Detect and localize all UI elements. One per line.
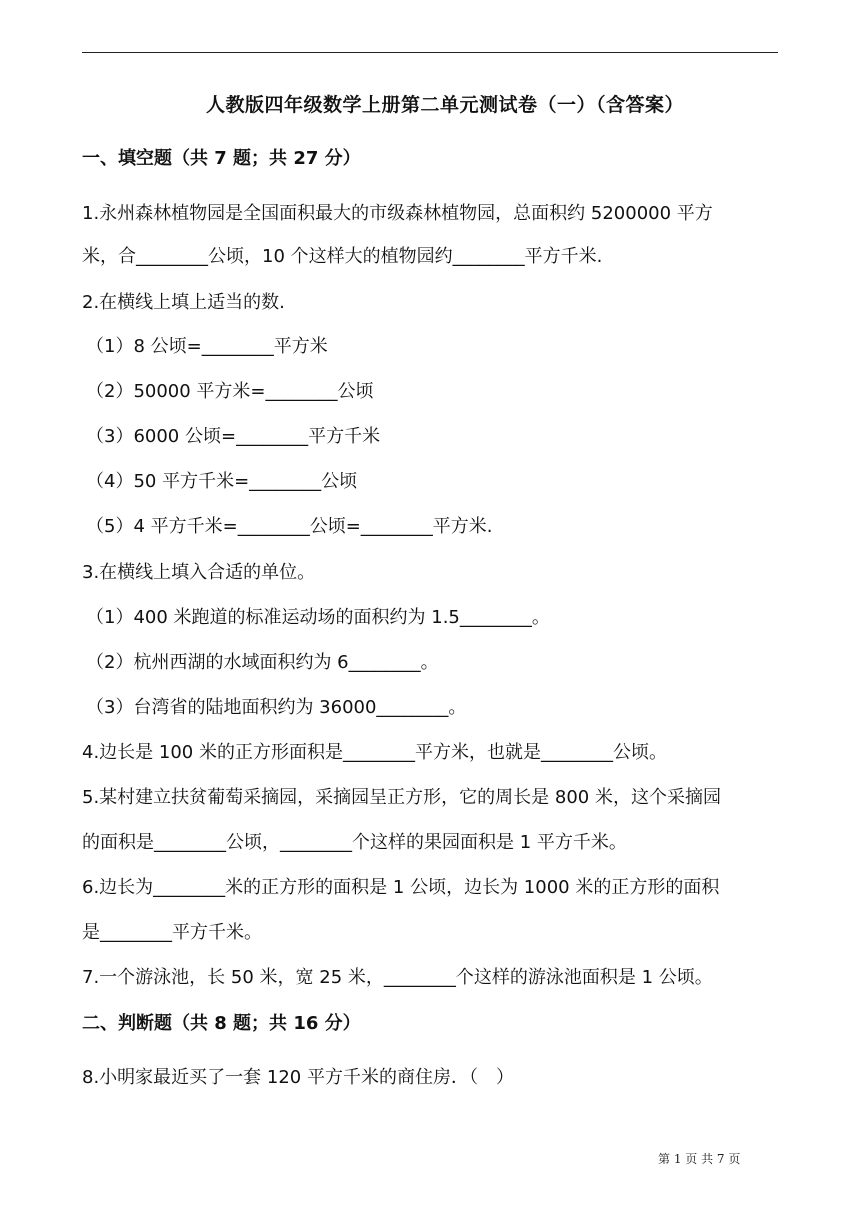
question-3-item-3: （3）台湾省的陆地面积约为 36000________。 (86, 697, 467, 718)
question-6-line-1: 6.边长为________米的正方形的面积是 1 公顷，边长为 1000 米的正方形的面积 (82, 877, 720, 898)
question-2-item-1: （1）8 公顷=________平方米 (86, 336, 328, 357)
question-2-item-4: （4）50 平方千米=________公顷 (86, 471, 358, 492)
section-heading-true-false: 二、判断题（共 8 题；共 16 分） (82, 1013, 361, 1034)
question-1-line-2: 米，合________公顷，10 个这样大的植物园约________平方千米. (82, 246, 603, 267)
question-6-line-2: 是________平方千米。 (82, 922, 262, 943)
header-rule (82, 52, 778, 53)
page-title: 人教版四年级数学上册第二单元测试卷（一）（含答案） (205, 94, 684, 116)
question-7: 7.一个游泳池，长 50 米，宽 25 米，________个这样的游泳池面积是 1 公顷。 (82, 967, 713, 988)
question-4: 4.边长是 100 米的正方形面积是________平方米，也就是________公顷。 (82, 742, 667, 763)
question-1-line-1: 1.永州森林植物园是全国面积最大的市级森林植物园，总面积约 5200000 平方 (82, 203, 713, 224)
page-number-footer: 第 1 页 共 7 页 (658, 1152, 741, 1166)
question-2-stem: 2.在横线上填上适当的数. (82, 292, 285, 313)
question-5-line-1: 5.某村建立扶贫葡萄采摘园，采摘园呈正方形，它的周长是 800 米，这个采摘园 (82, 787, 721, 808)
question-2-item-5: （5）4 平方千米=________公顷=________平方米. (86, 516, 493, 537)
question-3-stem: 3.在横线上填入合适的单位。 (82, 562, 316, 583)
question-2-item-2: （2）50000 平方米=________公顷 (86, 381, 374, 402)
question-5-line-2: 的面积是________公顷，________个这样的果园面积是 1 平方千米。 (82, 832, 627, 853)
question-3-item-1: （1）400 米跑道的标准运动场的面积约为 1.5________。 (86, 607, 550, 628)
question-3-item-2: （2）杭州西湖的水域面积约为 6________。 (86, 652, 439, 673)
section-heading-fill-blank: 一、填空题（共 7 题；共 27 分） (82, 148, 361, 169)
question-2-item-3: （3）6000 公顷=________平方千米 (86, 426, 381, 447)
question-8: 8.小明家最近买了一套 120 平方千米的商住房．（ ） (82, 1067, 514, 1088)
